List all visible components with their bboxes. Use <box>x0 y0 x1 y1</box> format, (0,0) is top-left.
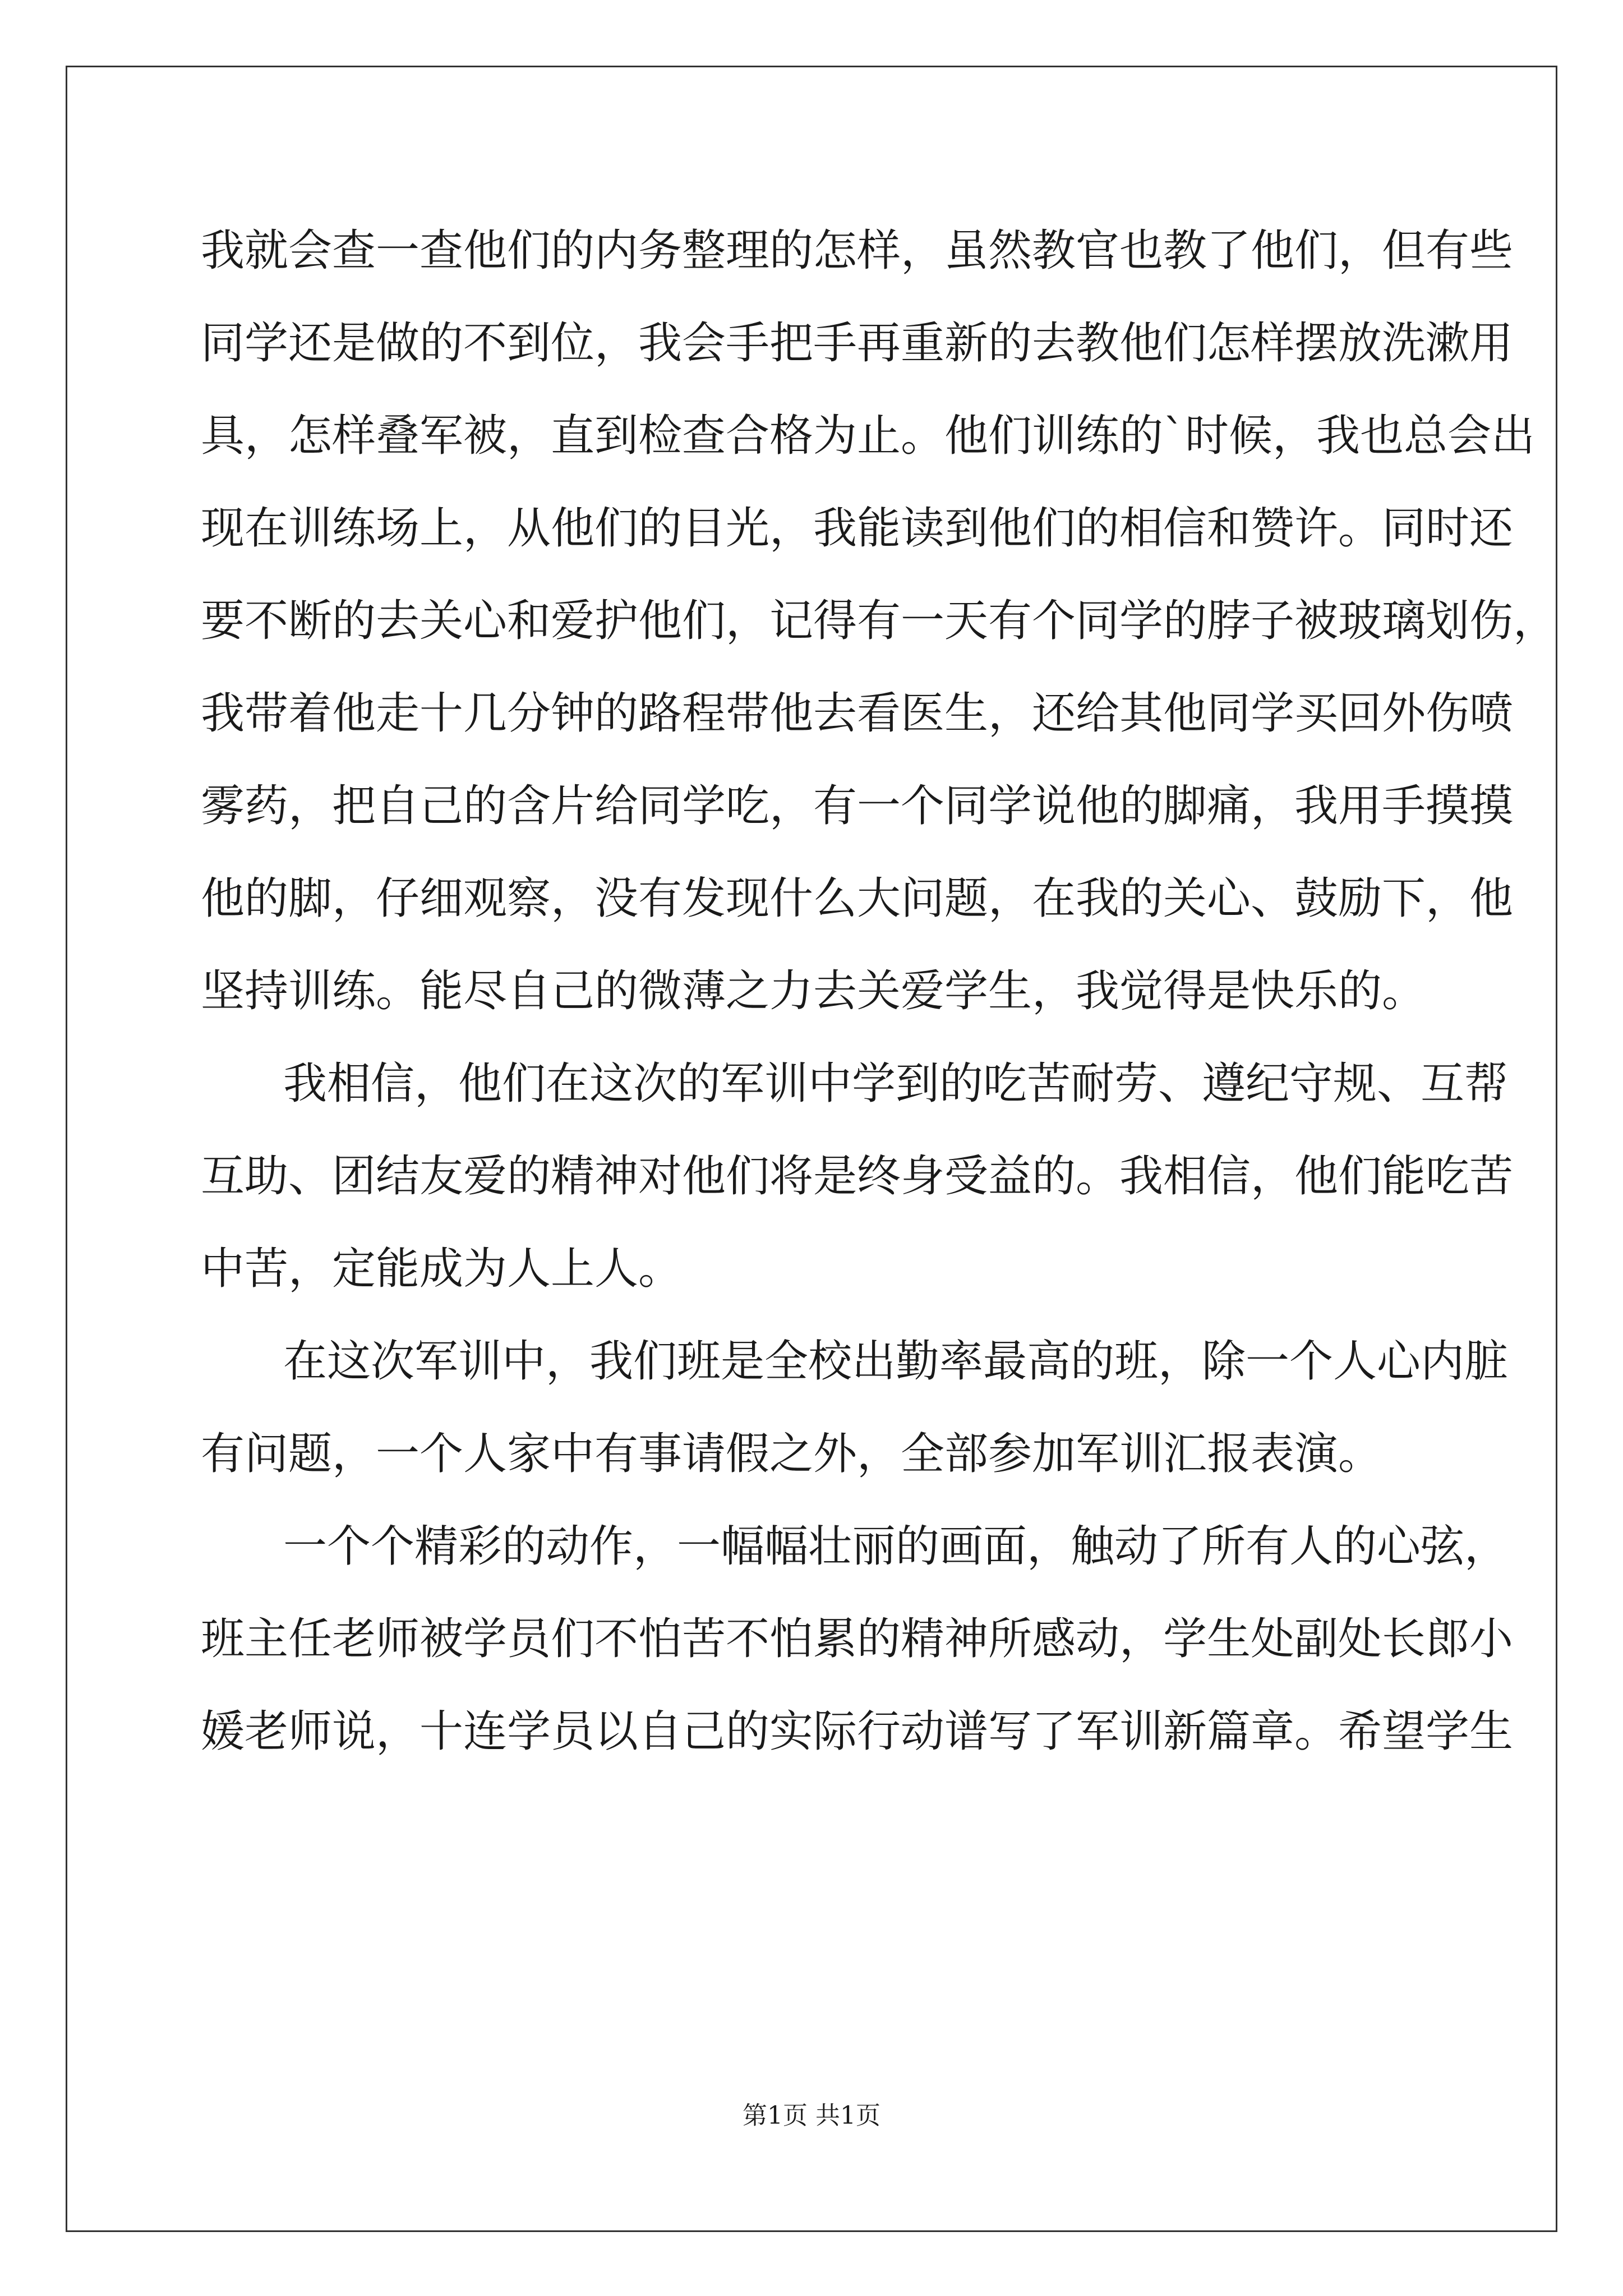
text-line: 我相信，他们在这次的军训中学到的吃苦耐劳、遵纪守规、互帮 <box>283 1059 1509 1109</box>
text-line: 要不断的去关心和爱护他们，记得有一天有个同学的脖子被玻璃划伤， <box>201 596 1557 646</box>
document-body <box>201 205 1557 1778</box>
page-footer: 第1页 共1页 <box>743 2101 880 2130</box>
text-line: 同学还是做的不到位，我会手把手再重新的去教他们怎样摆放洗漱用 <box>201 318 1514 369</box>
text-line: 班主任老师被学员们不怕苦不怕累的精神所感动，学生处副处长郎小 <box>201 1614 1514 1664</box>
text-line: 有问题，一个人家中有事请假之外，全部参加军训汇报表演。 <box>201 1429 1382 1479</box>
text-line: 他的脚，仔细观察，没有发现什么大问题，在我的关心、鼓励下，他 <box>201 873 1514 924</box>
text-line: 媛老师说，十连学员以自己的实际行动谱写了军训新篇章。希望学生 <box>201 1706 1514 1757</box>
text-line: 雾药，把自己的含片给同学吃，有一个同学说他的脚痛，我用手摸摸 <box>201 781 1514 831</box>
text-line: 我就会查一查他们的内务整理的怎样，虽然教官也教了他们，但有些 <box>201 226 1514 276</box>
text-line: 具，怎样叠军被，直到检查合格为止。他们训练的`时候，我也总会出 <box>201 411 1536 461</box>
text-line: 互助、团结友爱的精神对他们将是终身受益的。我相信，他们能吃苦 <box>201 1151 1514 1202</box>
text-line: 现在训练场上，从他们的目光，我能读到他们的相信和赞许。同时还 <box>201 503 1514 554</box>
text-line: 坚持训练。能尽自己的微薄之力去关爱学生，我觉得是快乐的。 <box>201 966 1426 1016</box>
text-line: 一个个精彩的动作，一幅幅壮丽的画面，触动了所有人的心弦， <box>283 1521 1509 1572</box>
text-line: 中苦，定能成为人上人。 <box>201 1244 683 1294</box>
text-line: 在这次军训中，我们班是全校出勤率最高的班，除一个人心内脏 <box>283 1336 1509 1387</box>
text-line: 我带着他走十几分钟的路程带他去看医生，还给其他同学买回外伤喷 <box>201 688 1514 739</box>
